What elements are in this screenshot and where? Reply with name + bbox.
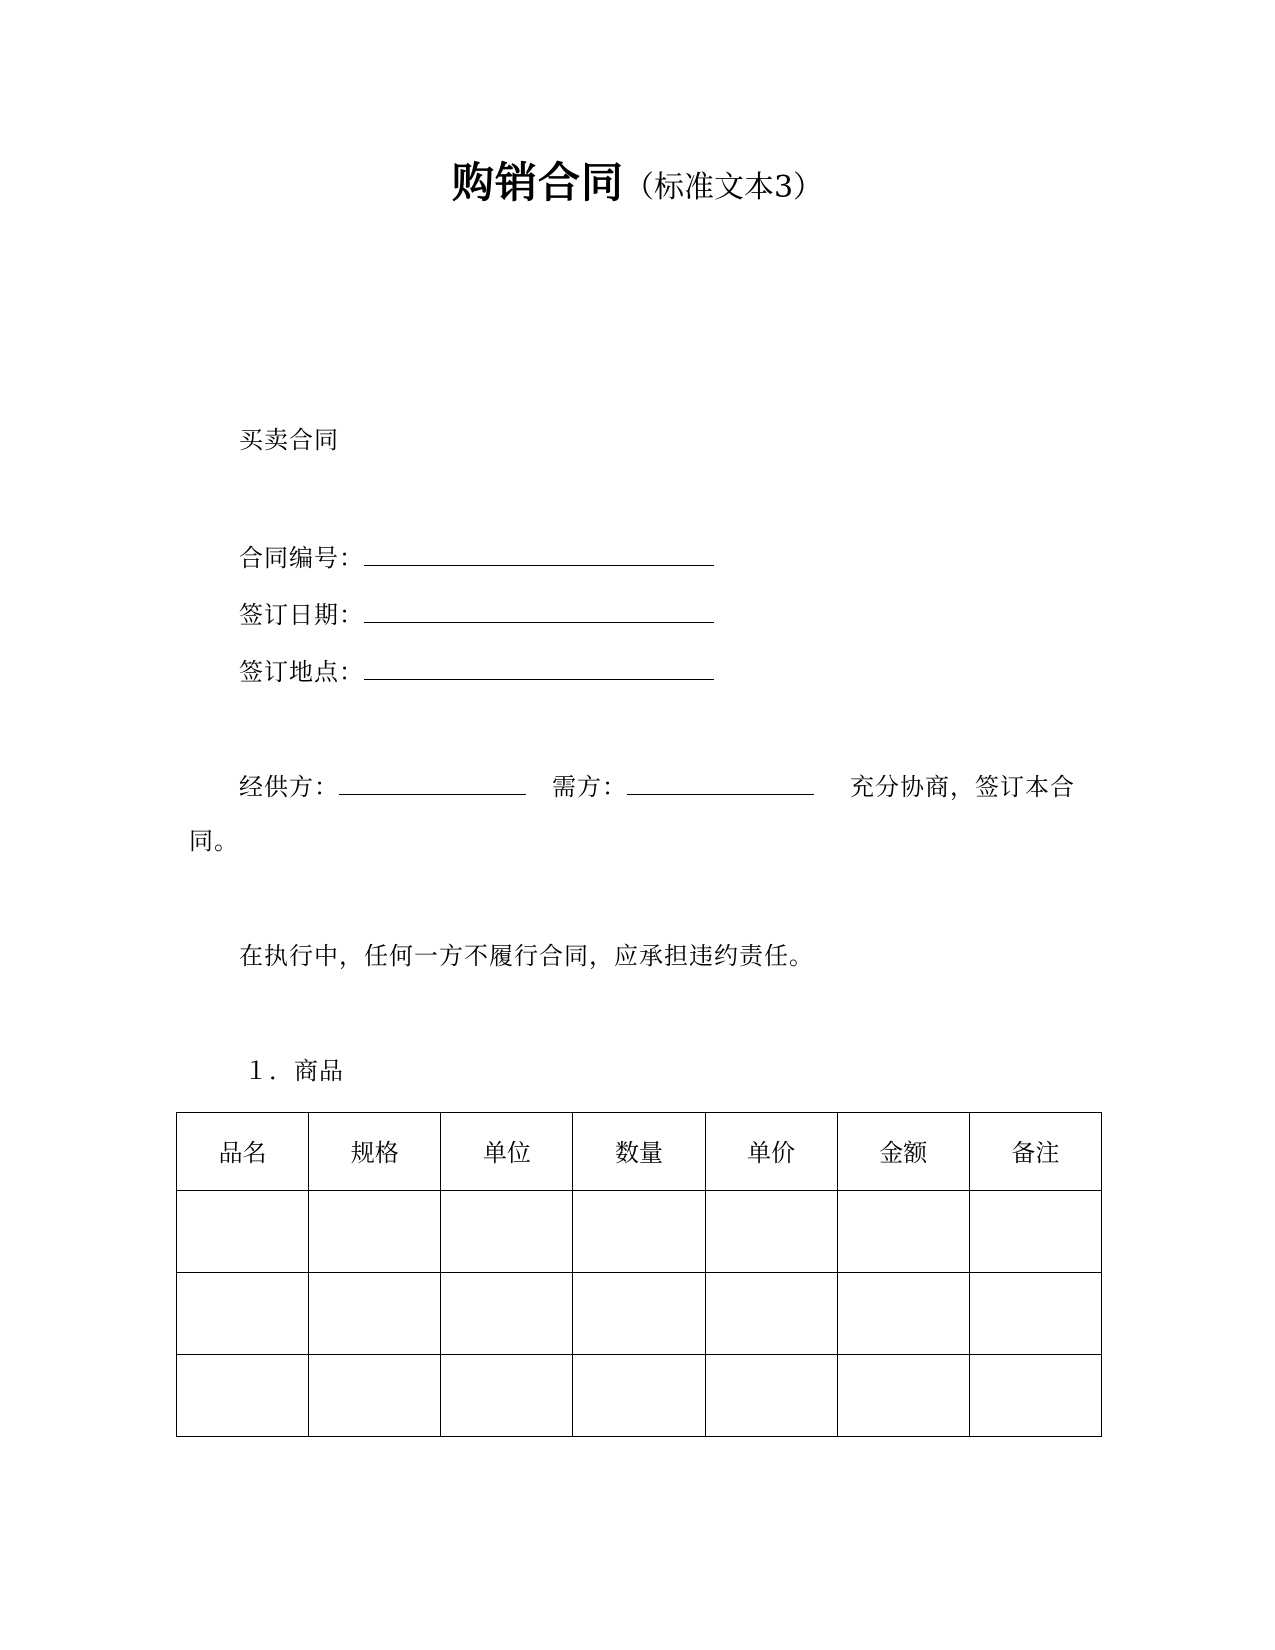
buyer-label: 需方： (552, 773, 627, 801)
parties-continuation: 同。 (189, 827, 239, 855)
field-label: 合同编号： (239, 544, 364, 572)
table-cell[interactable] (309, 1355, 441, 1437)
field-signing-place (239, 653, 714, 688)
goods-table (176, 1112, 1102, 1437)
field-contract-number (239, 539, 714, 574)
field-label: 签订日期： (239, 601, 364, 629)
table-cell[interactable] (309, 1273, 441, 1355)
contract-heading: 买卖合同 (239, 426, 339, 454)
field-label: 签订地点： (239, 658, 364, 686)
contract-number-blank[interactable] (364, 539, 714, 566)
table-cell[interactable] (573, 1355, 705, 1437)
table-cell[interactable] (705, 1191, 837, 1273)
parties-line (239, 768, 1075, 803)
table-cell[interactable] (177, 1191, 309, 1273)
title-suffix: （标准文本3） (623, 170, 824, 205)
header-specification: 规格 (309, 1113, 441, 1191)
signing-date-blank[interactable] (364, 596, 714, 623)
breach-clause: 在执行中，任何一方不履行合同，应承担违约责任。 (239, 942, 814, 970)
header-quantity: 数量 (573, 1113, 705, 1191)
document-title (0, 150, 1275, 210)
table-row (177, 1191, 1102, 1273)
supplier-blank[interactable] (339, 768, 526, 795)
table-cell[interactable] (705, 1273, 837, 1355)
table-cell[interactable] (177, 1355, 309, 1437)
table-cell[interactable] (309, 1191, 441, 1273)
header-unit-price: 单价 (705, 1113, 837, 1191)
table-cell[interactable] (837, 1191, 969, 1273)
table-cell[interactable] (705, 1355, 837, 1437)
header-amount: 金额 (837, 1113, 969, 1191)
table-row (177, 1355, 1102, 1437)
header-product-name: 品名 (177, 1113, 309, 1191)
table-cell[interactable] (969, 1273, 1101, 1355)
table-cell[interactable] (969, 1355, 1101, 1437)
header-remarks: 备注 (969, 1113, 1101, 1191)
parties-trailing-text: 充分协商，签订本合 (850, 773, 1075, 801)
table-row (177, 1273, 1102, 1355)
header-unit: 单位 (441, 1113, 573, 1191)
table-header-row (177, 1113, 1102, 1191)
table-cell[interactable] (177, 1273, 309, 1355)
buyer-blank[interactable] (627, 768, 814, 795)
table-cell[interactable] (441, 1191, 573, 1273)
field-signing-date (239, 596, 714, 631)
title-main: 购销合同 (451, 158, 624, 207)
table-cell[interactable] (441, 1273, 573, 1355)
table-cell[interactable] (969, 1191, 1101, 1273)
table-cell[interactable] (837, 1273, 969, 1355)
table-cell[interactable] (573, 1273, 705, 1355)
section-goods-heading: １．商品 (244, 1057, 344, 1085)
signing-place-blank[interactable] (364, 653, 714, 680)
supplier-label: 经供方： (239, 773, 339, 801)
table-cell[interactable] (573, 1191, 705, 1273)
table-cell[interactable] (837, 1355, 969, 1437)
table-cell[interactable] (441, 1355, 573, 1437)
